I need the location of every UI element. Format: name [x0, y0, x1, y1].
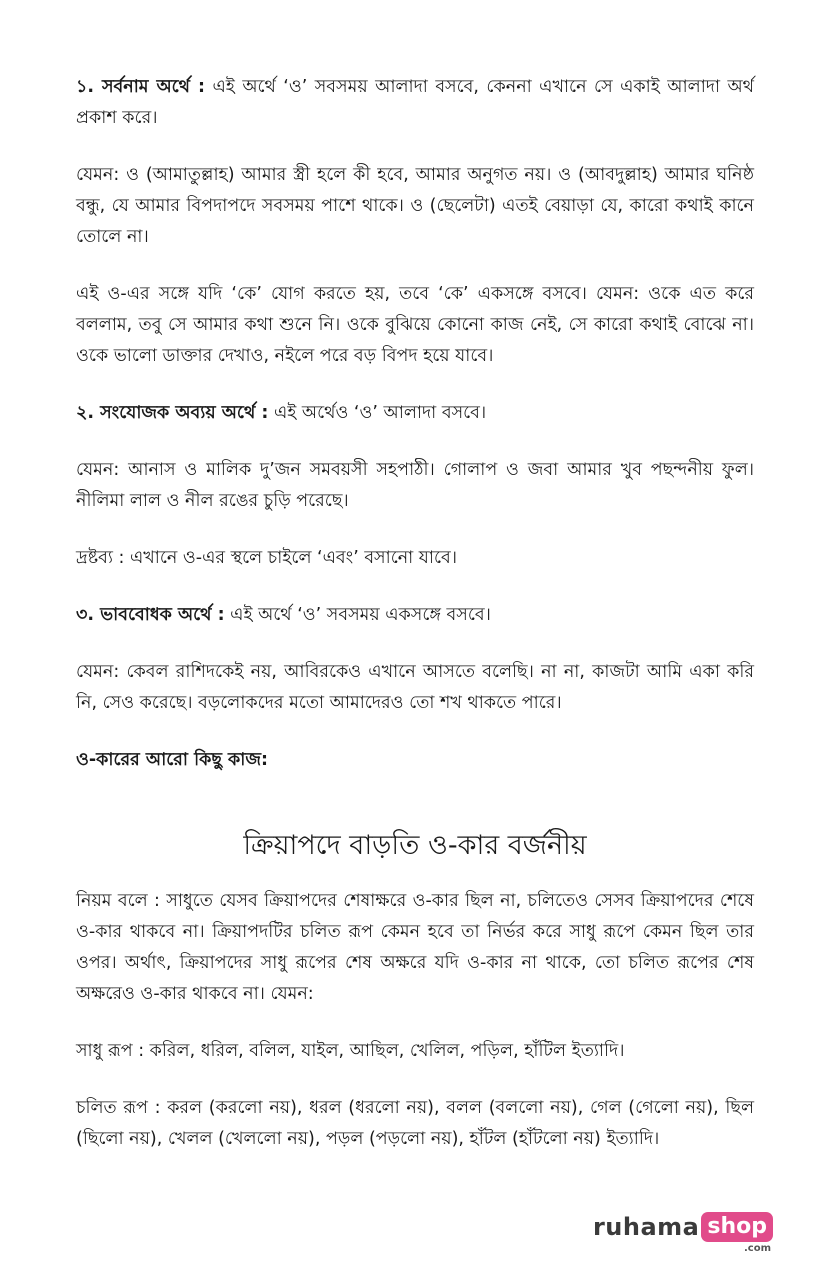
section-2-text: এই অর্থেও ‘ও’ আলাদা বসবে। [268, 403, 487, 423]
section-3-text: এই অর্থে ‘ও’ সবসময় একসঙ্গে বসবে। [224, 605, 491, 625]
logo-word: ruhama [592, 1213, 700, 1241]
section-1-paragraph [76, 72, 754, 134]
logo-badge-text: shop [707, 1214, 767, 1239]
section-2-note: দ্রষ্টব্য : এখানে ও-এর স্থলে চাইলে ‘এবং’ বসানো যাবে। [76, 548, 457, 568]
section-1-title: ১. সর্বনাম অর্থে : [76, 77, 205, 97]
rule-section-title: ক্রিয়াপদে বাড়তি ও-কার বর্জনীয় [243, 830, 587, 861]
section-1-note: এই ও-এর সঙ্গে যদি ‘কে’ যোগ করতে হয়, তবে ‘কে’ একসঙ্গে বসবে। যেমন: ওকে এত করে বললাম, তবু সে আমার কথা শুনে নি। ওকে বুঝিয়ে কোনো কাজ নেই, সে কারো কথাই বোঝে না। ওকে ভালো ডাক্তার দেখাও, নইলে পরে বড় বিপদ হয়ে যাবে। [76, 284, 754, 366]
more-uses-heading: ও-কারের আরো কিছু কাজ: [76, 750, 268, 770]
section-2-title: ২. সংযোজক অব্যয় অর্থে : [76, 403, 269, 423]
section-3-example: যেমন: কেবল রাশিদকেই নয়, আবিরকেও এখানে আসতে বলেছি। না না, কাজটা আমি একা করি নি, সেও করেছে। বড়লোকদের মতো আমাদেরও তো শখ থাকতে পারে। [76, 662, 754, 713]
section-2-paragraph [76, 398, 754, 429]
page-content [76, 72, 754, 1155]
sadhu-forms: সাধু রূপ : করিল, ধরিল, বলিল, যাইল, আছিল, খেলিল, পড়িল, হাঁটিল ইত্যাদি। [76, 1041, 625, 1061]
section-1-example: যেমন: ও (আমাতুল্লাহ) আমার স্ত্রী হলে কী হবে, আমার অনুগত নয়। ও (আবদুল্লাহ) আমার ঘনিষ্ঠ বন্ধু, যে আমার বিপদাপদে সবসময় পাশে থাকে। ও (ছেলেটা) এতই বেয়াড়া যে, কারো কথাই কানে তোলে না। [76, 165, 754, 247]
section-3-paragraph [76, 600, 754, 631]
rule-text: নিয়ম বলে : সাধুতে যেসব ক্রিয়াপদের শেষাক্ষরে ও-কার ছিল না, চলিতেও সেসব ক্রিয়াপদের শেষে ও-কার থাকবে না। ক্রিয়াপদটির চলিত রূপ কেমন হবে তা নির্ভর করে সাধু রূপে কেমন ছিল তার ওপর। অর্থাৎ, ক্রিয়াপদের সাধু রূপের শেষ অক্ষরে যদি ও-কার না থাকে, তো চলিত রূপের শেষ অক্ষরেও ও-কার থাকবে না। যেমন: [76, 891, 754, 1004]
cholito-forms: চলিত রূপ : করল (করলো নয়), ধরল (ধরলো নয়), বলল (বললো নয়), গেল (গেলো নয়), ছিল (ছিলো নয়), খেলল (খেললো নয়), পড়ল (পড়লো নয়), হাঁটল (হাঁটলো নয়) ইত্যাদি। [76, 1098, 754, 1149]
section-2-example: যেমন: আনাস ও মালিক দু’জন সমবয়সী সহপাঠী। গোলাপ ও জবা আমার খুব পছন্দনীয় ফুল। নীলিমা লাল ও নীল রঙের চুড়ি পরেছে। [76, 460, 754, 511]
ruhamashop-logo [592, 1212, 773, 1254]
section-3-title: ৩. ভাববোধক অর্থে : [76, 605, 225, 625]
logo-badge [701, 1212, 773, 1254]
section-1-text: এই অর্থে ‘ও’ সবসময় আলাদা বসবে, কেননা এখানে সে একাই আলাদা অর্থ প্রকাশ করে। [76, 77, 754, 128]
logo-domain: .com [743, 1243, 771, 1254]
